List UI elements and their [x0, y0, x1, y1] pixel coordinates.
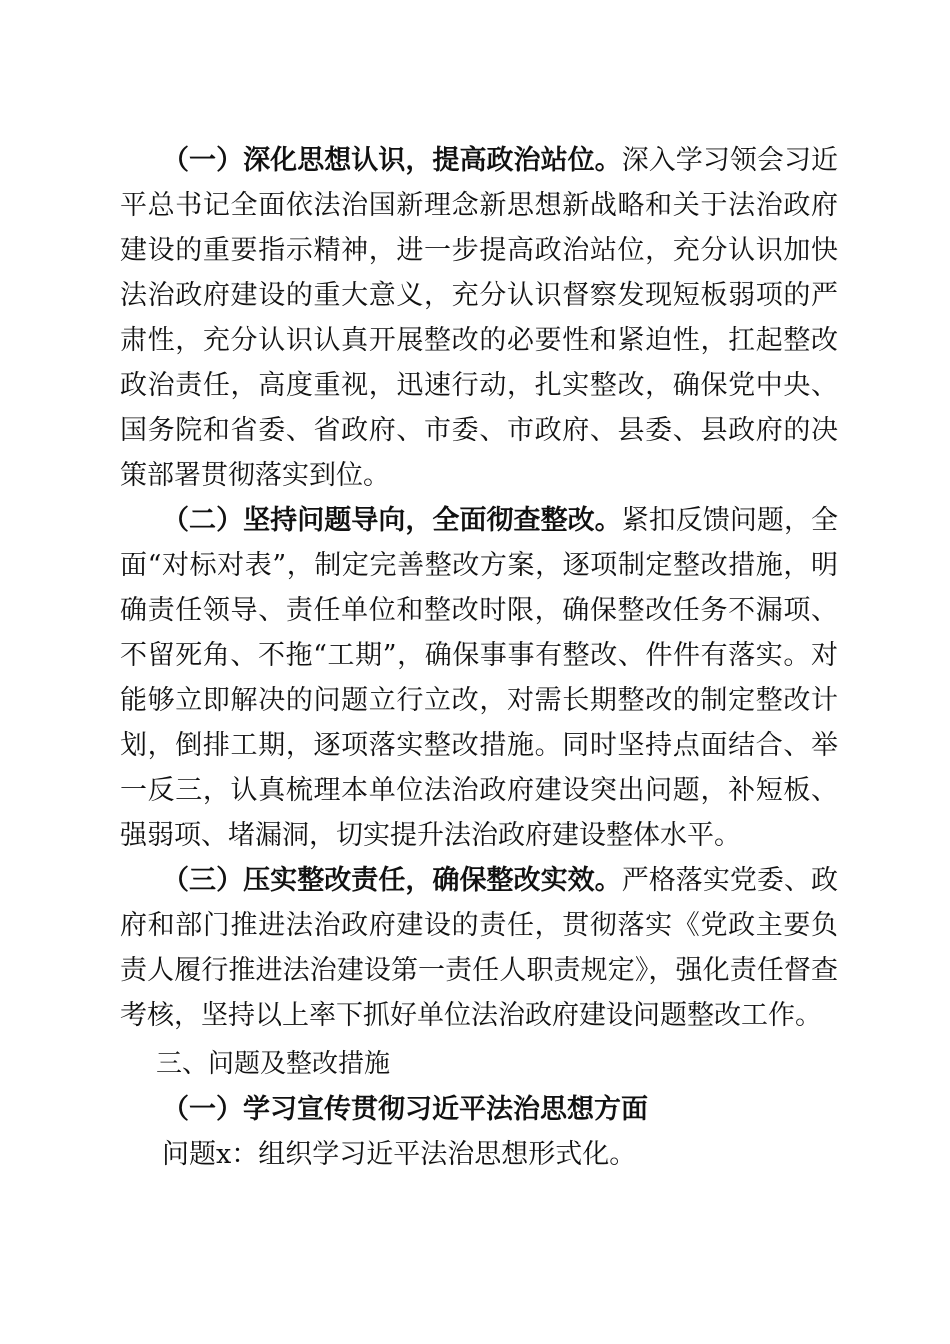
- paragraph-3-lead: （三）压实整改责任，确保整改实效。: [162, 865, 622, 896]
- paragraph-2-lead: （二）坚持问题导向，全面彻查整改。: [162, 505, 622, 536]
- paragraph-3-body: 严格落实党委、政府和部门推进法治政府建设的责任，贯彻落实《党政主要负责人履行推进法治建设第一责任人职责规定》，强化责任督查考核，坚持以上率下抓好单位法治政府建设问题整改工作。: [120, 865, 839, 1031]
- paragraph-2: [120, 498, 838, 858]
- paragraph-3: [120, 858, 838, 1038]
- paragraph-1: [120, 138, 838, 498]
- issue-line: 问题x：组织学习近平法治思想形式化。: [162, 1139, 637, 1170]
- paragraph-1-body: 深入学习领会习近平总书记全面依法治国新理念新思想新战略和关于法治政府建设的重要指示精神，进一步提高政治站位，充分认识加快法治政府建设的重大意义，充分认识督察发现短板弱项的严肃性，充分认识认真开展整改的必要性和紧迫性，扛起整改政治责任，高度重视，迅速行动，扎实整改，确保党中央、国务院和省委、省政府、市委、市政府、县委、县政府的决策部署贯彻落实到位。: [120, 145, 839, 491]
- paragraph-1-lead: （一）深化思想认识，提高政治站位。: [162, 145, 622, 176]
- document-body: [120, 138, 838, 1177]
- section-heading: 三、问题及整改措施: [156, 1049, 391, 1079]
- subsection-heading: （一）学习宣传贯彻习近平法治思想方面: [162, 1094, 648, 1125]
- paragraph-2-body: 紧扣反馈问题，全面“对标对表”，制定完善整改方案，逐项制定整改措施，明确责任领导、责任单位和整改时限，确保整改任务不漏项、不留死角、不拖“工期”，确保事事有整改、件件有落实。对能够立即解决的问题立行立改，对需长期整改的制定整改计划，倒排工期，逐项落实整改措施。同时坚持点面结合、举一反三，认真梳理本单位法治政府建设突出问题，补短板、强弱项、堵漏洞，切实提升法治政府建设整体水平。: [120, 505, 839, 851]
